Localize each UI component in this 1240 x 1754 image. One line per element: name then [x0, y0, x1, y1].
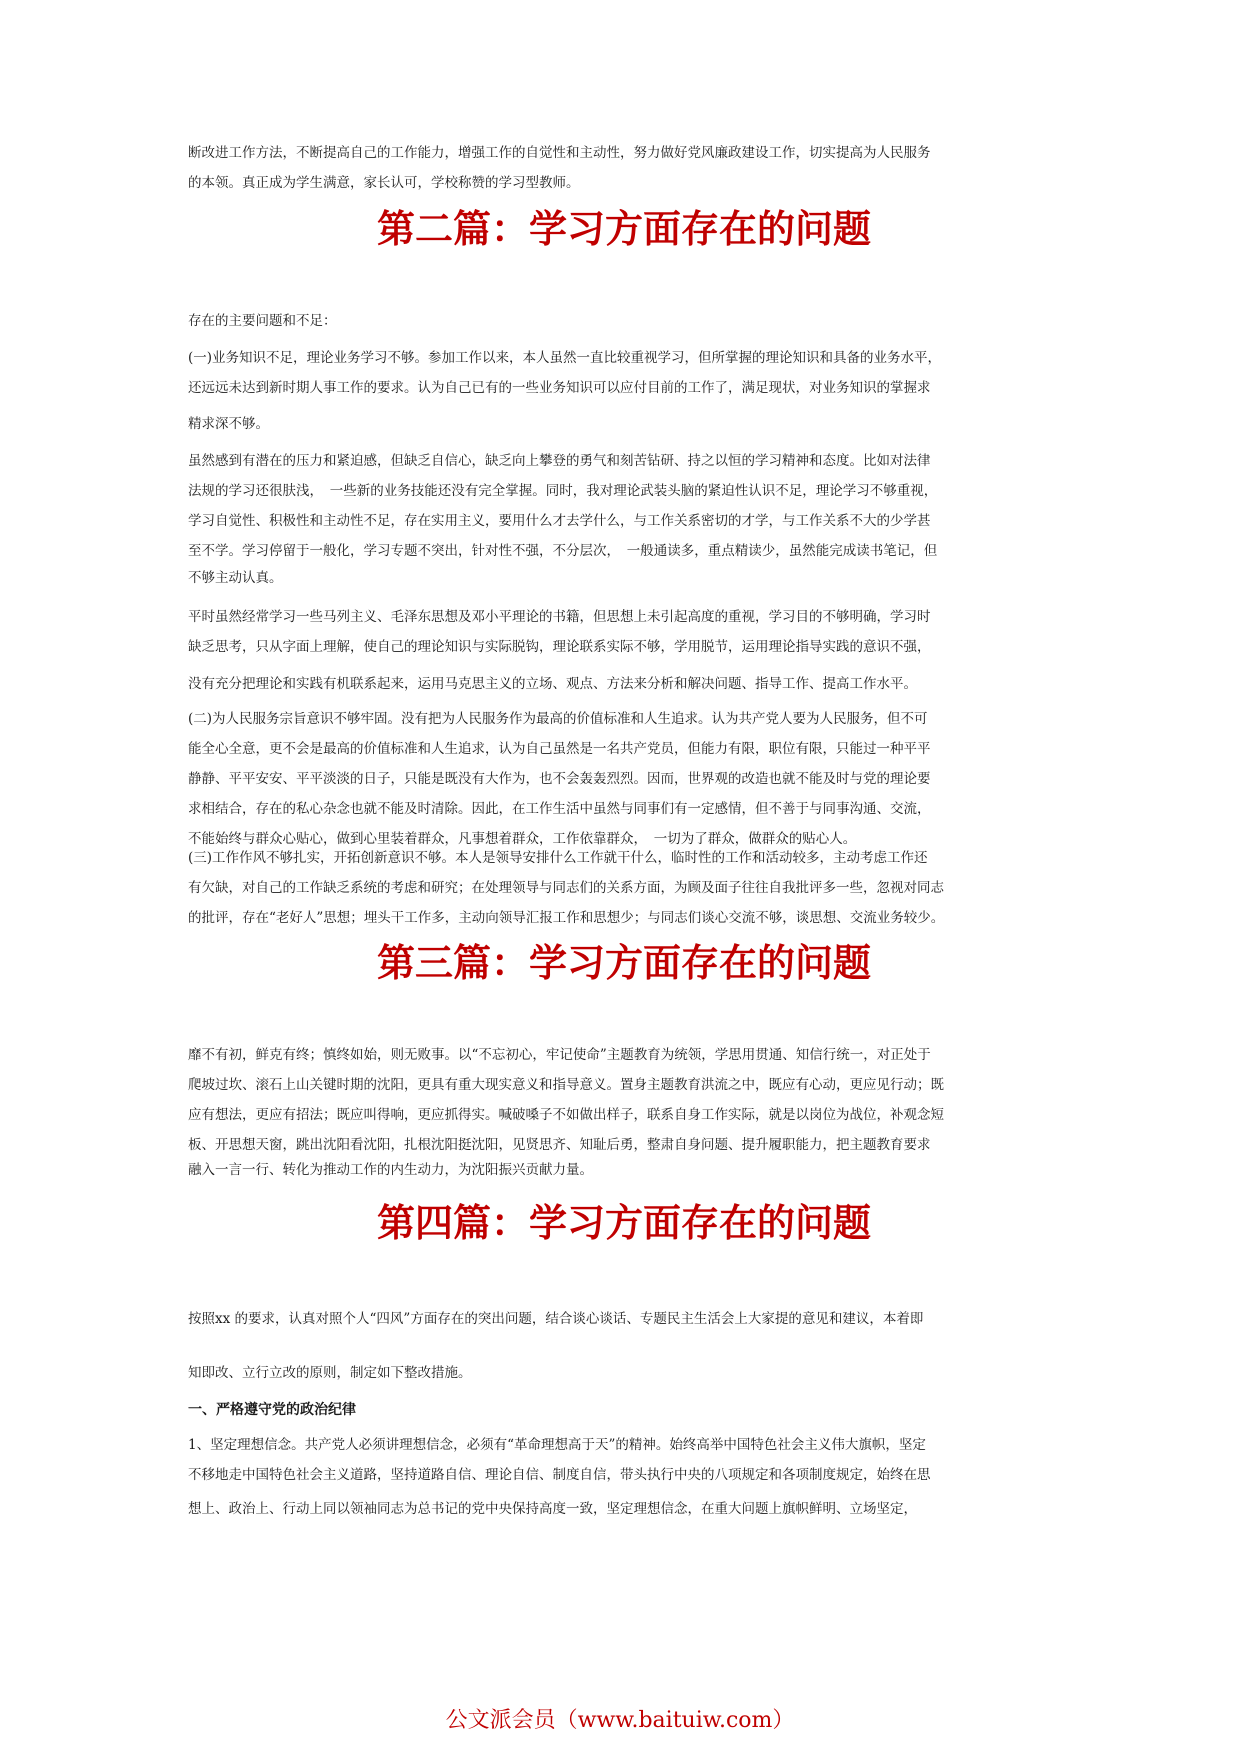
text-line: 还远远未达到新时期人事工作的要求。认为自己已有的一些业务知识可以应付目前的工作了，满足现状，对业务知识的掌握求: [188, 380, 931, 396]
article3-title: 第三篇：学习方面存在的问题: [376, 940, 871, 985]
article3-paragraph-cont: [188, 1155, 1060, 1185]
text-line: 按照xx 的要求，认真对照个人“四风”方面存在的突出问题，结合谈心谈话、专题民主生活会上大家提的意见和建议，本着即: [188, 1311, 924, 1327]
text-line: 缺乏思考，只从字面上理解，使自己的理论知识与实际脱钩，理论联系实际不够，学用脱节，运用理论指导实践的意识不强，: [188, 639, 931, 655]
text-line: 的本领。真正成为学生满意，家长认可，学校称赞的学习型教师。: [188, 175, 580, 191]
text-line: (三)工作作风不够扎实，开拓创新意识不够。本人是领导安排什么工作就干什么，临时性的工作和活动较多，主动考虑工作还: [188, 850, 928, 866]
article2-section3-cont: [188, 669, 1060, 699]
article2-section2: [188, 446, 1060, 566]
article2-section1-cont: [188, 409, 1060, 439]
text-line: 精求深不够。: [188, 416, 269, 432]
article2-section3: [188, 602, 1060, 662]
article2-title: 第二篇：学习方面存在的问题: [376, 206, 871, 251]
article4-point1-cont: [188, 1494, 1060, 1524]
article4-point1: [188, 1430, 1060, 1490]
text-line: 存在的主要问题和不足：: [188, 313, 337, 329]
text-line: 想上、政治上、行动上同以领袖同志为总书记的党中央保持高度一致，坚定理想信念，在重大问题上旗帜鲜明、立场坚定，: [188, 1501, 917, 1517]
text-line: 虽然感到有潜在的压力和紧迫感，但缺乏自信心，缺乏向上攀登的勇气和刻苦钻研、持之以恒的学习精神和态度。比如对法律: [188, 453, 931, 469]
text-line: 法规的学习还很肤浅， 一些新的业务技能还没有完全掌握。同时，我对理论武装头脑的紧迫性认识不足，理论学习不够重视，: [188, 483, 938, 499]
article4-subheading: 一、严格遵守党的政治纪律: [188, 1402, 356, 1418]
text-line: 能全心全意，更不会是最高的价值标准和人生追求，认为自己虽然是一名共产党员，但能力有限，职位有限，只能过一种平平: [188, 741, 931, 757]
text-line: 学习自觉性、积极性和主动性不足，存在实用主义，要用什么才去学什么，与工作关系密切的才学，与工作关系不大的少学甚: [188, 513, 931, 529]
text-line: 不够主动认真。: [188, 570, 283, 586]
article3-paragraph: [188, 1040, 1060, 1160]
text-line: 不能始终与群众心贴心，做到心里装着群众，凡事想着群众，工作依靠群众， 一切为了群众，做群众的贴心人。: [188, 831, 857, 847]
text-line: 应有想法，更应有招法；既应叫得响，更应抓得实。喊破嗓子不如做出样子，联系自身工作实际，就是以岗位为战位，补观念短: [188, 1107, 944, 1123]
text-line: 爬坡过坎、滚石上山关键时期的沈阳，更具有重大现实意义和指导意义。置身主题教育洪流之中，既应有心动，更应见行动；既: [188, 1077, 944, 1093]
text-line: 静静、平平安安、平平淡淡的日子，只能是既没有大作为，也不会轰轰烈烈。因而，世界观的改造也就不能及时与党的理论要: [188, 771, 931, 787]
article2-section5: [188, 843, 1060, 933]
text-line: 至不学。学习停留于一般化，学习专题不突出，针对性不强，不分层次， 一般通读多，重点精读少，虽然能完成读书笔记，但: [188, 543, 938, 559]
article2-section4: [188, 704, 1060, 854]
text-line: 有欠缺，对自己的工作缺乏系统的考虑和研究；在处理领导与同志们的关系方面，为顾及面子往往自我批评多一些，忽视对同志: [188, 880, 944, 896]
intro-paragraph: [188, 138, 1060, 198]
text-line: 断改进工作方法，不断提高自己的工作能力，增强工作的自觉性和主动性，努力做好党风廉政建设工作，切实提高为人民服务: [188, 145, 931, 161]
article2-section1: [188, 343, 1060, 403]
text-line: 求相结合，存在的私心杂念也就不能及时清除。因此，在工作生活中虽然与同事们有一定感情，但不善于与同事沟通、交流，: [188, 801, 931, 817]
text-line: 1、坚定理想信念。共产党人必须讲理想信念，必须有“革命理想高于天”的精神。始终高举中国特色社会主义伟大旗帜，坚定: [188, 1437, 926, 1453]
text-line: 融入一言一行、转化为推动工作的内生动力，为沈阳振兴贡献力量。: [188, 1162, 593, 1178]
article4-intro-cont: [188, 1358, 1060, 1388]
text-line: 没有充分把理论和实践有机联系起来，运用马克思主义的立场、观点、方法来分析和解决问题、指导工作、提高工作水平。: [188, 676, 917, 692]
footer-watermark: 公文派会员（www.baituiw.com）: [445, 1708, 795, 1733]
article2-section2-cont: [188, 563, 1060, 593]
article4-intro: [188, 1304, 1060, 1334]
text-line: (二)为人民服务宗旨意识不够牢固。没有把为人民服务作为最高的价值标准和人生追求。认为共产党人要为人民服务，但不可: [188, 711, 928, 727]
text-line: 的批评，存在“老好人”思想；埋头干工作多，主动向领导汇报工作和思想少；与同志们谈心交流不够，谈思想、交流业务较少。: [188, 910, 945, 926]
text-line: 板、开思想天窗，跳出沈阳看沈阳，扎根沈阳挺沈阳，见贤思齐、知耻后勇，整肃自身问题、提升履职能力，把主题教育要求: [188, 1137, 931, 1153]
text-line: 靡不有初，鲜克有终；慎终如始，则无败事。以“不忘初心，牢记使命”主题教育为统领，学思用贯通、知信行统一，对正处于: [188, 1047, 931, 1063]
text-line: 不移地走中国特色社会主义道路，坚持道路自信、理论自信、制度自信，带头执行中央的八项规定和各项制度规定，始终在思: [188, 1467, 931, 1483]
text-line: 知即改、立行立改的原则，制定如下整改措施。: [188, 1365, 472, 1381]
text-line: (一)业务知识不足，理论业务学习不够。参加工作以来，本人虽然一直比较重视学习，但所掌握的理论知识和具备的业务水平，: [188, 350, 942, 366]
article4-title: 第四篇：学习方面存在的问题: [376, 1200, 871, 1245]
article2-lead: [188, 306, 1060, 336]
text-line: 平时虽然经常学习一些马列主义、毛泽东思想及邓小平理论的书籍，但思想上未引起高度的重视，学习目的不够明确，学习时: [188, 609, 931, 625]
